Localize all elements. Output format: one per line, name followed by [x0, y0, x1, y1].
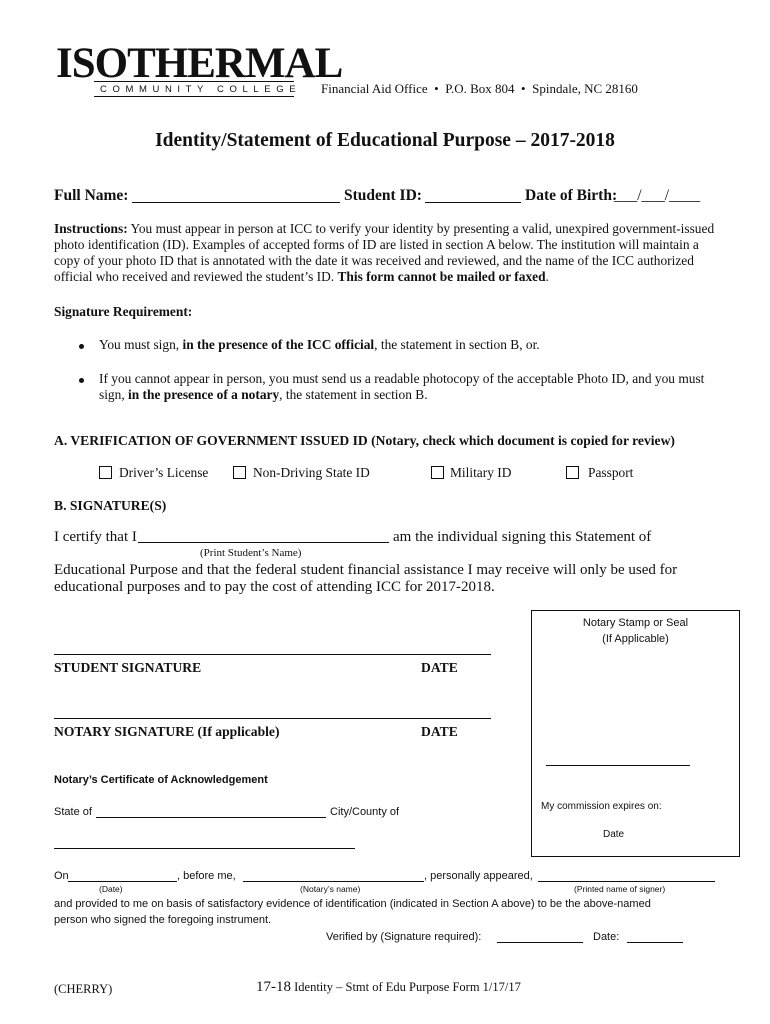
notary-name-caption: (Notary’s name)	[300, 884, 361, 894]
military-id-label: Military ID	[450, 465, 512, 480]
certificate-text: and provided to me on basis of satisfactory evidence of identification (indicated in Section A above) to be the above-named	[54, 898, 651, 910]
signature-requirement-heading: Signature Requirement:	[54, 304, 193, 319]
student-date-label: DATE	[421, 660, 458, 675]
instructions-label: Instructions:	[54, 221, 128, 236]
signer-name-field[interactable]	[538, 881, 715, 882]
ack-date-field[interactable]	[68, 881, 177, 882]
on-label: On	[54, 870, 69, 882]
requirement-emphasis: in the presence of a notary	[128, 387, 280, 402]
requirement-text: sign,	[99, 387, 125, 402]
state-id-checkbox[interactable]	[233, 466, 246, 479]
form-id-year: 17-18	[256, 979, 291, 995]
notary-name-field[interactable]	[243, 881, 424, 882]
instructions-line	[54, 269, 549, 285]
student-signature-label: STUDENT SIGNATURE	[54, 660, 202, 675]
stamp-label: (If Applicable)	[602, 633, 669, 645]
commission-date-label: Date	[603, 829, 625, 840]
appeared-label: , personally appeared,	[424, 870, 533, 882]
requirement-text: You must sign,	[99, 337, 180, 352]
stamp-label: Notary Stamp or Seal	[582, 617, 689, 629]
certificate-text: person who signed the foregoing instrument.	[54, 914, 272, 926]
form-id	[256, 979, 521, 996]
state-field[interactable]	[96, 817, 326, 818]
notary-stamp-box[interactable]	[531, 610, 740, 857]
print-name-caption: (Print Student’s Name)	[200, 547, 302, 559]
county-field[interactable]	[54, 848, 355, 849]
certify-text: educational purposes and to pay the cost of attending ICC for 2017-2018.	[54, 579, 495, 595]
certify-text: Educational Purpose and that the federal student financial assistance I may receive will only be used for	[54, 562, 678, 578]
instructions-text: official who received and reviewed the student’s ID.	[54, 269, 335, 284]
commission-label: My commission expires on:	[541, 801, 662, 812]
student-id-field[interactable]	[425, 202, 521, 203]
office-name: Financial Aid Office	[321, 81, 428, 96]
no-mail-notice: This form cannot be mailed or faxed	[337, 269, 546, 284]
full-name-field[interactable]	[132, 202, 340, 203]
dob-label: Date of Birth:	[525, 187, 618, 204]
logo-main-text: ISOTHERMAL	[56, 40, 343, 87]
instructions-line: photo identification (ID). Examples of accepted forms of ID are listed in section A below. The institution will maintain a	[54, 237, 699, 252]
county-label: City/County of	[330, 806, 400, 818]
student-print-name-field[interactable]	[138, 542, 389, 543]
dob-field[interactable]: ___/___/____	[614, 187, 701, 204]
military-id-checkbox[interactable]	[431, 466, 444, 479]
drivers-license-checkbox[interactable]	[99, 466, 112, 479]
drivers-license-label: Driver’s License	[119, 465, 209, 480]
requirement-text: , the statement in section B.	[279, 387, 428, 402]
logo-rule	[94, 96, 294, 97]
bullet-icon: •	[517, 81, 529, 96]
verified-by-label: Verified by (Signature required):	[326, 931, 482, 943]
section-b-heading: B. SIGNATURE(S)	[54, 498, 167, 513]
page-title: Identity/Statement of Educational Purpose – 2017-2018	[155, 130, 615, 151]
logo-sub-text: COMMUNITY COLLEGE	[100, 84, 302, 95]
paper-color-note: (CHERRY)	[54, 982, 113, 996]
bullet-icon	[79, 378, 84, 383]
form-id-text: Identity – Stmt of Edu Purpose Form 1/17/17	[294, 980, 521, 994]
full-name-label: Full Name:	[54, 187, 129, 204]
instructions-line: copy of your photo ID that is annotated with the date it was received and reviewed, and the name of the ICC authorized	[54, 253, 694, 268]
instructions-text: .	[545, 269, 549, 284]
po-box: P.O. Box 804	[445, 81, 515, 96]
notary-date-label: DATE	[421, 724, 458, 739]
verified-date-label: Date:	[593, 931, 620, 943]
certify-text: am the individual signing this Statement of	[393, 529, 652, 545]
certificate-heading: Notary’s Certificate of Acknowledgement	[54, 774, 268, 786]
instructions-text: You must appear in person at ICC to verify your identity by presenting a valid, unexpired government-issued	[130, 221, 715, 236]
student-signature-field[interactable]	[54, 654, 491, 655]
verified-date-field[interactable]	[627, 942, 683, 943]
certify-text: I certify that I	[54, 529, 137, 545]
section-a-heading: A. VERIFICATION OF GOVERNMENT ISSUED ID (Notary, check which document is copied for review)	[54, 433, 675, 448]
requirement-item: If you cannot appear in person, you must send us a readable photocopy of the acceptable Photo ID, and you must	[99, 371, 705, 386]
notary-signature-field[interactable]	[54, 718, 491, 719]
student-id-label: Student ID:	[344, 187, 422, 204]
state-id-label: Non-Driving State ID	[253, 465, 370, 480]
logo-rule	[94, 81, 294, 82]
passport-checkbox[interactable]	[566, 466, 579, 479]
date-caption: (Date)	[99, 884, 123, 894]
commission-expiry-field[interactable]	[546, 765, 690, 766]
bullet-icon: •	[430, 81, 442, 96]
bullet-icon	[79, 344, 84, 349]
requirement-text: , the statement in section B, or.	[374, 337, 540, 352]
before-me-label: , before me,	[177, 870, 236, 882]
office-address	[321, 81, 638, 97]
requirement-item	[99, 387, 428, 403]
state-label: State of	[54, 806, 92, 818]
notary-signature-label: NOTARY SIGNATURE (If applicable)	[54, 724, 280, 739]
office-city: Spindale, NC 28160	[532, 81, 638, 96]
requirement-item	[99, 337, 540, 353]
passport-label: Passport	[588, 465, 634, 480]
signer-name-caption: (Printed name of signer)	[574, 884, 666, 894]
instructions-line	[54, 221, 714, 237]
verified-by-field[interactable]	[497, 942, 583, 943]
requirement-emphasis: in the presence of the ICC official	[182, 337, 375, 352]
